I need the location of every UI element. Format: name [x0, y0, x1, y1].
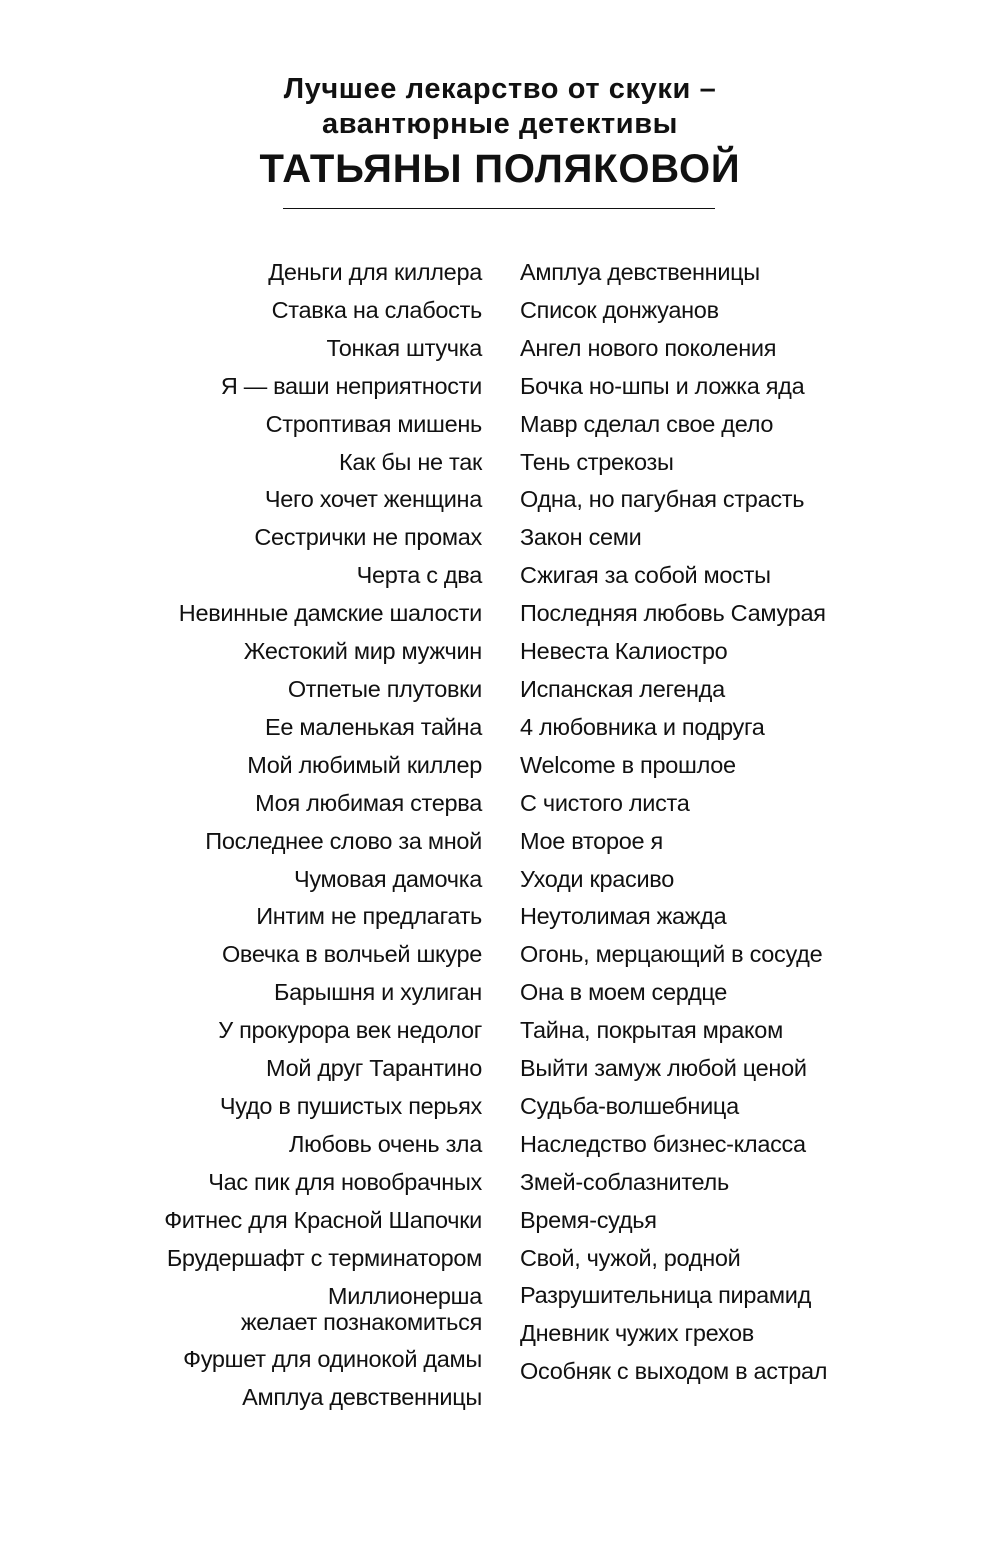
left-title-column — [122, 254, 482, 1417]
book-title: Интим не предлагать — [256, 903, 482, 930]
book-title: Моя любимая стерва — [255, 789, 482, 816]
page-header — [0, 72, 1000, 194]
subtitle-line-1: Лучшее лекарство от скуки – — [283, 73, 717, 105]
book-title: Сестрички не промах — [254, 524, 482, 551]
book-title-line-1: Миллионерша — [327, 1283, 482, 1310]
book-title: Тень стрекозы — [520, 448, 674, 475]
book-title: Деньги для киллера — [268, 259, 482, 285]
book-title: Амплуа девственницы — [520, 259, 760, 285]
book-title: Ангел нового поколения — [520, 334, 777, 361]
book-title: Огонь, мерцающий в сосуде — [520, 941, 823, 968]
book-title: Закон семи — [520, 524, 642, 551]
book-title: Змей-соблазнитель — [520, 1168, 729, 1195]
book-title: Судьба-волшебница — [520, 1092, 739, 1119]
book-title: Тонкая штучка — [326, 334, 482, 361]
book-title: Сжигая за собой мосты — [520, 562, 771, 589]
book-title: Невинные дамские шалости — [178, 600, 482, 627]
book-title: Список донжуанов — [520, 296, 719, 323]
book-title: Чудо в пушистых перьях — [219, 1092, 482, 1119]
book-title: Я — ваши неприятности — [220, 372, 482, 399]
book-title: 4 любовника и подруга — [520, 713, 765, 740]
book-title: Жестокий мир мужчин — [243, 638, 482, 665]
book-title: Фуршет для одинокой дамы — [183, 1346, 482, 1373]
book-title: Время-судья — [520, 1206, 657, 1233]
author-name: ТАТЬЯНЫ ПОЛЯКОВОЙ — [259, 147, 741, 191]
book-title: Неутолимая жажда — [520, 903, 727, 930]
book-title: Выйти замуж любой ценой — [520, 1055, 807, 1082]
book-title: Разрушительница пирамид — [520, 1282, 812, 1309]
header-divider — [283, 208, 715, 209]
book-title: Мой любимый киллер — [247, 751, 482, 778]
book-title: Чумовая дамочка — [293, 865, 482, 892]
book-title: Дневник чужих грехов — [520, 1320, 754, 1347]
book-title-line-2: желает познакомиться — [240, 1309, 482, 1336]
book-title: Последняя любовь Самурая — [520, 600, 826, 627]
book-title: Наследство бизнес-класса — [520, 1130, 806, 1157]
book-title: Овечка в волчьей шкуре — [221, 941, 482, 968]
book-title: Час пик для новобрачных — [208, 1168, 482, 1195]
book-title: Особняк с выходом в астрал — [520, 1358, 828, 1385]
book-title: Отпетые плутовки — [287, 675, 482, 702]
book-title: Ставка на слабость — [271, 296, 482, 323]
book-title: Чего хочет женщина — [264, 486, 482, 513]
book-title: У прокурора век недолог — [218, 1017, 482, 1044]
book-title: Строптивая мишень — [265, 410, 482, 437]
book-title: Черта с два — [356, 562, 482, 589]
book-title: Бочка но-шпы и ложка яда — [520, 372, 805, 399]
book-title: Она в моем сердце — [520, 979, 728, 1006]
book-title: Мое второе я — [520, 827, 663, 854]
book-title: Фитнес для Красной Шапочки — [164, 1206, 482, 1233]
book-title: Уходи красиво — [520, 865, 674, 892]
book-title: Брудершафт с терминатором — [166, 1244, 482, 1271]
book-title: Мой друг Тарантино — [266, 1055, 482, 1082]
book-title: Ее маленькая тайна — [265, 713, 482, 740]
book-title: Welcome в прошлое — [520, 751, 736, 778]
book-title: Тайна, покрытая мраком — [520, 1017, 783, 1044]
book-title: Испанская легенда — [520, 675, 725, 702]
book-title: Невеста Калиостро — [520, 638, 728, 665]
book-title: С чистого листа — [520, 789, 690, 816]
book-title: Мавр сделал свое дело — [520, 410, 774, 437]
right-title-column — [520, 254, 990, 1391]
book-title: Любовь очень зла — [289, 1130, 482, 1157]
book-title: Одна, но пагубная страсть — [520, 486, 805, 513]
book-title: Последнее слово за мной — [205, 827, 482, 854]
subtitle-line-2: авантюрные детективы — [322, 108, 678, 140]
book-title: Барышня и хулиган — [273, 979, 482, 1006]
book-title: Амплуа девственницы — [242, 1384, 482, 1411]
book-title-two-line — [122, 1277, 482, 1341]
book-title: Свой, чужой, родной — [520, 1244, 741, 1271]
book-title: Как бы не так — [339, 448, 482, 475]
